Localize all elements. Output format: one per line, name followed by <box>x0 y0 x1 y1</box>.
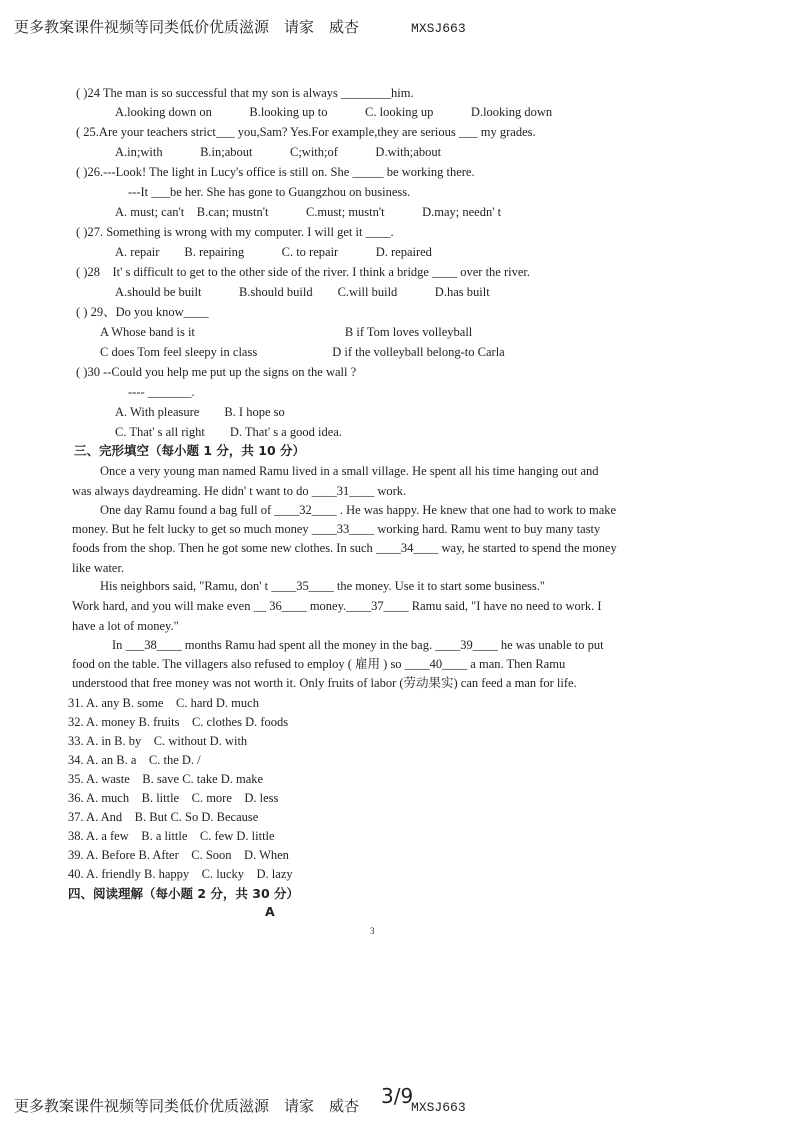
options-27: A. repair B. repairing C. to repair D. repaired <box>115 245 432 259</box>
cloze-options-32: 32. A. money B. fruits C. clothes D. foods <box>68 715 289 729</box>
section-cloze-heading: 三、完形填空（每小题 1 分，共 10 分） <box>74 443 306 458</box>
question-26: ( )26.---Look! The light in Lucy's office is still on. She _____ be working there. <box>76 165 475 179</box>
header-promo: 更多教案课件视频等同类低价优质滋源 请家 威杏 <box>14 18 360 36</box>
cloze-line-6: like water. <box>72 561 125 575</box>
options-29-cd: C does Tom feel sleepy in class D if the volleyball belong-to Carla <box>100 345 505 359</box>
question-26-reply: ---It ___be her. She has gone to Guangzhou on business. <box>128 185 411 199</box>
cloze-options-38: 38. A. a few B. a little C. few D. little <box>68 829 275 843</box>
cloze-options-37: 37. A. And B. But C. So D. Because <box>68 810 259 824</box>
cloze-line-7: His neighbors said, "Ramu, don' t ____35____ the money. Use it to start some business." <box>100 579 545 593</box>
cloze-options-36: 36. A. much B. little C. more D. less <box>68 791 279 805</box>
footer-promo: 更多教案课件视频等同类低价优质滋源 请家 威杏 <box>14 1097 360 1115</box>
cloze-line-3: One day Ramu found a bag full of ____32____ . He was happy. He knew that one had to work to make <box>100 503 617 517</box>
options-25: A.in;with B.in;about C;with;of D.with;about <box>115 145 442 159</box>
cloze-line-12: understood that free money was not worth it. Only fruits of labor (劳动果实) can feed a man for life. <box>72 676 577 690</box>
page-counter: 3/9 <box>381 1084 414 1108</box>
cloze-line-10: In ___38____ months Ramu had spent all the money in the bag. ____39____ he was unable to put <box>112 638 604 652</box>
cloze-line-1: Once a very young man named Ramu lived in a small village. He spent all his time hanging out and <box>100 464 599 478</box>
options-30-cd: C. That' s all right D. That' s a good idea. <box>115 425 342 439</box>
section-reading-heading: 四、阅读理解（每小题 2 分，共 30 分） <box>68 886 300 901</box>
cloze-line-4: money. But he felt lucky to get so much money ____33____ working hard. Ramu went to buy many tasty <box>72 522 601 536</box>
header-code: MXSJ663 <box>411 21 466 36</box>
cloze-line-2: was always daydreaming. He didn' t want to do ____31____ work. <box>72 484 407 498</box>
passage-a-label: A <box>265 904 275 919</box>
question-28: ( )28 It' s difficult to get to the other side of the river. I think a bridge ____ over the river. <box>76 265 530 279</box>
cloze-line-5: foods from the shop. Then he got some new clothes. In such ____34____ way, he started to spend the money <box>72 541 617 555</box>
options-29-ab: A Whose band is it B if Tom loves volleyball <box>100 325 473 339</box>
cloze-options-31: 31. A. any B. some C. hard D. much <box>68 696 259 710</box>
cloze-options-33: 33. A. in B. by C. without D. with <box>68 734 248 748</box>
options-24: A.looking down on B.looking up to C. looking up D.looking down <box>115 105 553 119</box>
cloze-options-34: 34. A. an B. a C. the D. / <box>68 753 201 767</box>
cloze-line-8: Work hard, and you will make even __ 36____ money.____37____ Ramu said, "I have no need to work. I <box>72 599 602 613</box>
cloze-options-39: 39. A. Before B. After C. Soon D. When <box>68 848 289 862</box>
options-28: A.should be built B.should build C.will build D.has built <box>115 285 490 299</box>
cloze-line-11: food on the table. The villagers also refused to employ ( 雇用 ) so ____40____ a man. Then Ramu <box>72 657 566 671</box>
cloze-options-40: 40. A. friendly B. happy C. lucky D. lazy <box>68 867 293 881</box>
question-30-reply: ---- _______. <box>128 385 195 399</box>
footer-code: MXSJ663 <box>411 1100 466 1115</box>
page-number: 3 <box>370 926 375 936</box>
question-30: ( )30 --Could you help me put up the signs on the wall ? <box>76 365 357 379</box>
cloze-line-9: have a lot of money." <box>72 619 179 633</box>
question-27: ( )27. Something is wrong with my computer. I will get it ____. <box>76 225 394 239</box>
options-30-ab: A. With pleasure B. I hope so <box>115 405 285 419</box>
question-24: ( )24 The man is so successful that my son is always ________him. <box>76 86 414 100</box>
page-header <box>14 16 466 37</box>
cloze-options-35: 35. A. waste B. save C. take D. make <box>68 772 264 786</box>
options-26: A. must; can't B.can; mustn't C.must; mustn't D.may; needn' t <box>115 205 502 219</box>
question-25: ( 25.Are your teachers strict___ you,Sam? Yes.For example,they are serious ___ my grades. <box>76 125 536 139</box>
question-29: ( ) 29、Do you know____ <box>76 305 209 319</box>
